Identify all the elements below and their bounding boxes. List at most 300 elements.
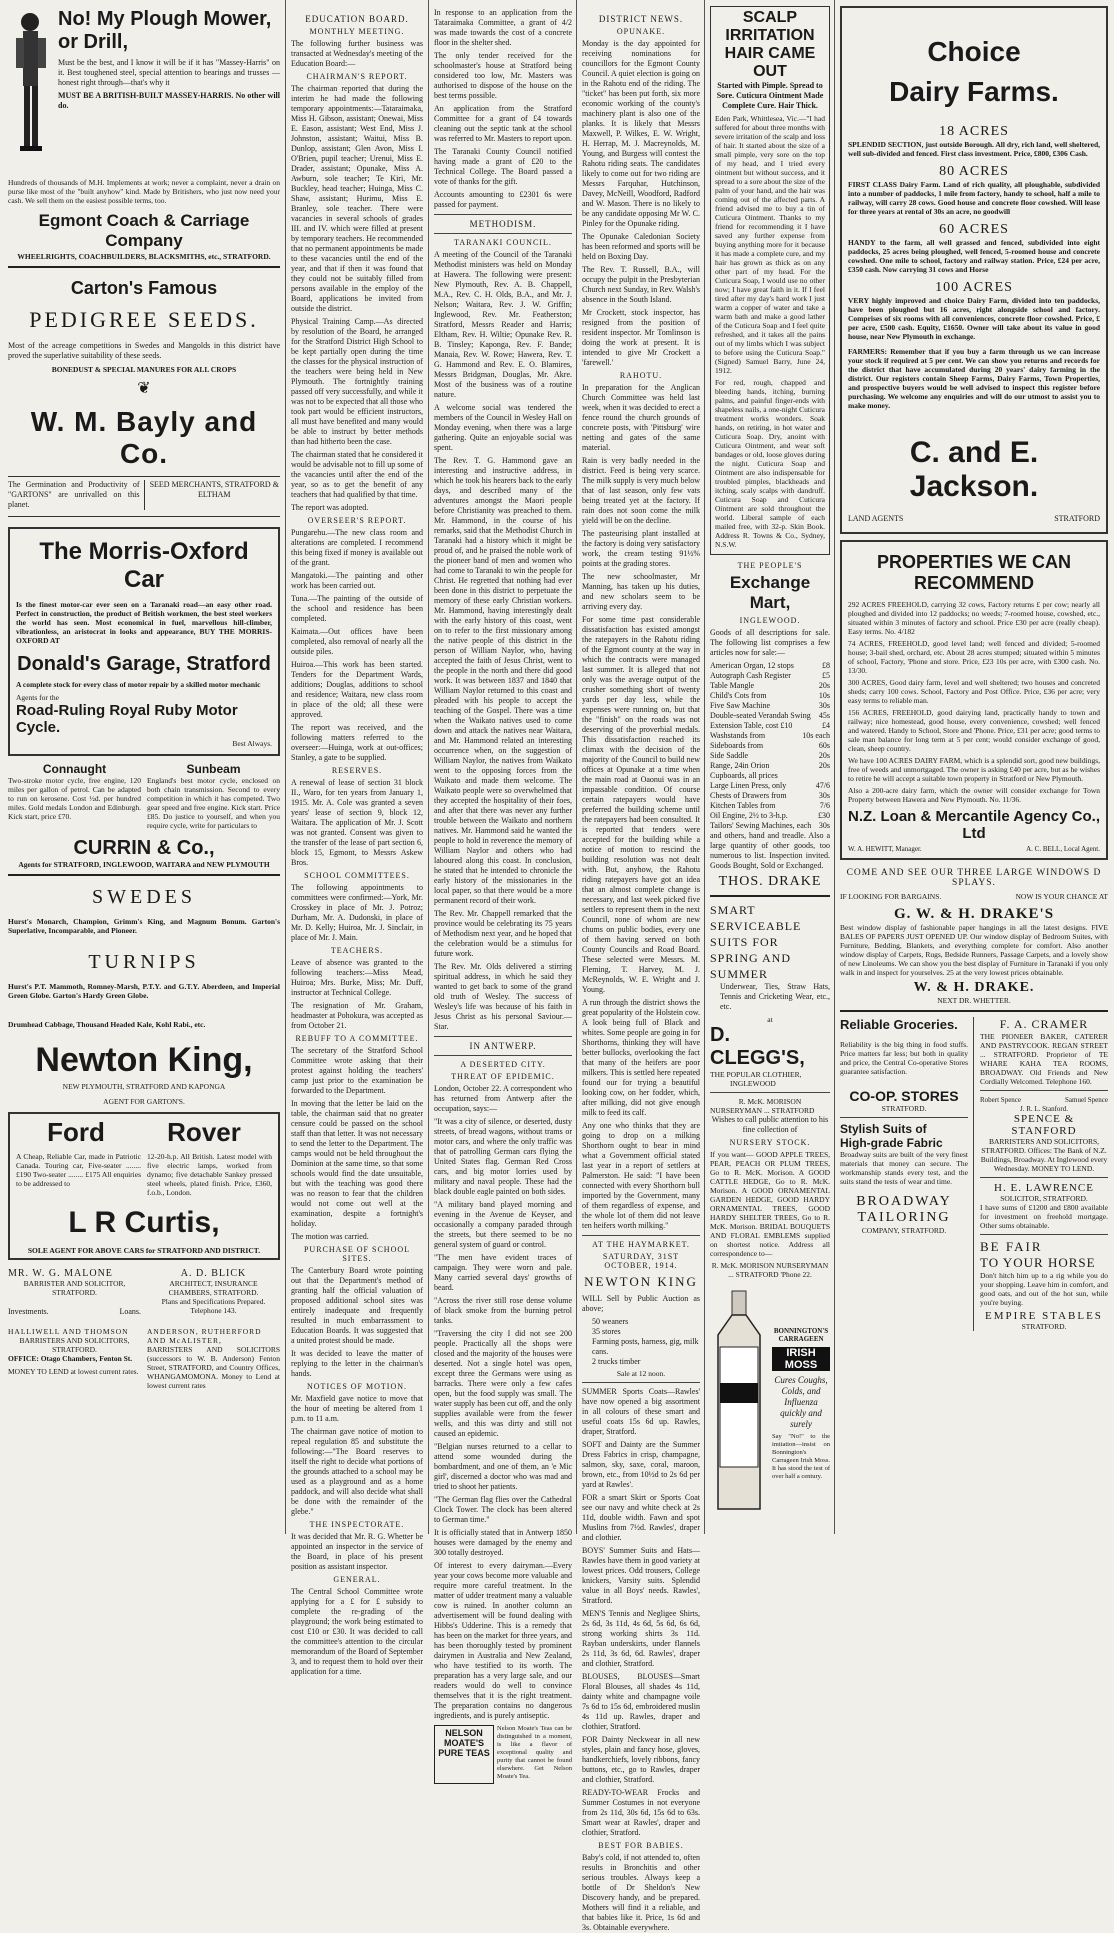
goods-price: 20s [818,681,830,690]
spence-mid: J. R. L. Stanford. [1019,1105,1069,1113]
goods-row [710,721,830,731]
goods-price: £4 [822,721,830,730]
rawles-ad: BOYS' Summer Suits and Hats—Rawles have them in good variety at lowest prices. Odd trousers, College knickers, Varsity suits. Splendid value in all Boys' needs. Rawles', Stratford. [582,1546,700,1605]
goods-item: Five Saw Machine [710,701,770,710]
goods-price: 45s [818,711,830,720]
column-education-board [291,0,423,1676]
acres-60: 60 ACRES [939,222,1009,237]
plough-must: MUST BE A BRITISH-BUILT MASSEY-HARRIS. No other will do. [58,91,280,110]
clegg-town: INGLEWOOD [730,1079,776,1088]
rawles-ad: SUMMER Sports Coats—Rawles' have now opened a big assortment in all colours of these smart and useful coats 15s 6d up. Rawles, draper, Stratford. [582,1387,700,1436]
goods-row [710,821,830,831]
cramer-text: THE PIONEER BAKER, CATERER AND PASTRYCOOK. REGAN STREET ... STRATFORD. Proprietor of TE WHARE KAHA TEA ROOMS, BROADWAY. Old Friends and New Cordially Welcomed. Telephone 160. [980,1032,1108,1086]
carrageen-ad [710,1287,830,1517]
blick-text: Plans and Specifications Prepared. Telephone 143. [161,1297,266,1315]
scalp-text-2: For red, rough, chapped and bleeding hands, itching, burning palms, and painful finger-ends with shapeless nails, a one-night Cuticura treatment works wonders. Soak hands, on retiring, in hot water and Cuticura Soap. Dry, anoint with Cuticura Ointment, and wear soft bandages or old, loose gloves during the night. Cuticura Soap and Ointment are also indispensable for troubled pimples, blackheads and itching, scaly scalps with dandruff. Cuticura Soap and Cuticura Ointment are sold throughout the world. Liberal sample of each mailed free, with 32-p. Skin Book. Address R. Towns & Co., Sydney, N.S.W. [715,378,825,549]
connaught-text: Two-stroke motor cycle, free engine, 120 miles per gallon of petrol. Can be adapted to run on kerosene. Cost ½d. per hundred miles. Gold medals London and Edinburgh. Kick start, price £70. [8,776,141,821]
clegg-title: D. CLEGG'S, [710,1024,805,1069]
egmont-title: Egmont Coach & Carriage Company [38,211,250,250]
paragraph: "Belgian nurses returned to a cellar to attend some wounded during the bombardment, and one of them, an 'e Mic girl', discerned a doctor who was mad and tried to shoot her patients. [434,1442,572,1491]
paragraph: An application from the Stratford Committee for a grant of £4 towards cleaning out the septic tank at the school was referred to Mr. Masters to report upon. [434,104,572,143]
paragraph: Of interest to every dairyman.—Every year your cows become more valuable and require more careful treatment. In the matter of udder treatment many a valuable cow is ruined. In another column an advertisement will be found dealing with Hibbs's Udderine. This is a remedy that has been on the market for three years, and has been thoroughly tested by prominent dairymen in Australia and New Zealand, who have testified to its worth. The preparation has a very large sale, and our readers would do well to convince themselves that it is the right treatment. The preparation contains no dangerous ingredients, and is purely antiseptic. [434,1561,572,1720]
befair-1: BE FAIR [980,1239,1043,1254]
goods-item: Tailors' Sewing Machines, each [710,821,812,830]
rover-title: Rover [167,1117,241,1147]
acres-18-text: SPLENDID SECTION, just outside Borough. All dry, rich land, well sheltered, well sub-divided and fenced. First class investment. Price, £800, £306 Cash. [848,140,1100,158]
broadway-3: COMPANY, STRATFORD. [861,1226,947,1235]
paragraph: The resignation of Mr. Graham, headmaster at Pohokura, was accepted as from October 21. [291,1001,423,1030]
carrageen-note: Say "No!" to the imitation—insist on Bonnington's Carrageen Irish Moss. It has stood the test of over half a century. [772,1433,830,1480]
clegg-sub: THE POPULAR CLOTHIER, [710,1070,802,1079]
paragraph: In preparation for the Anglican Church Committee was held last week, when it was decided to erect a fence round the church grounds of concrete posts, with 'Pittsburg' wire netting and gates of the same material. [582,383,700,452]
education-board-heading: EDUCATION BOARD. [305,14,409,24]
carrageen-brand: BONNINGTON'S CARRAGEEN [773,1327,829,1343]
paragraph: Monday is the day appointed for receiving nominations for councillors for the Egmont County Council. A quiet election is going on in the Rahotu end of the riding. The "ticket" has been put forth, six more economic working of the county's machinery plant is also one of the planks. It is likely that Messrs Maxwell, P. Wilkes, E. W. Wright, H. Herrap, M. J. Macreynolds, M. Young, and Burgess will contest the Rahotu riding seats. The candidates likely to come out for two riding are Messrs Farquhar, Hutchinson, Davey, McNeill, Woodford, Radford and W. Mason. There is no likely to be any candidate opposing Mr W. C. Pinley for the Opunake riding. [582,39,700,228]
goods-item: Large Linen Press, only [710,781,787,790]
goods-price: 10s each [802,731,830,740]
paragraph: The Taranaki County Council notified having made a grant of £20 to the Technical College. The Board passed a vote of thanks for the gift. [434,147,572,186]
goods-price: 30s [818,701,830,710]
empire-town: STRATFORD. [1021,1322,1067,1331]
halliwell-office: OFFICE: Otago Chambers, Fenton St. [8,1354,133,1363]
acres-80-text: FIRST CLASS Dairy Farm. Land of rich quality, all ploughable, subdivided into a number of paddocks, 1 mile from factory, handy to school, half a mile to railway, will carry 28 cows. Good house and concrete floor cowshed. Will lease for three years at rental of 30s an acre, no goodwill [848,180,1100,216]
anderson-title: ANDERSON, RUTHERFORD AND McALISTER, [147,1327,262,1345]
goods-item: Sideboards from [710,741,764,750]
property: 292 ACRES FREEHOLD, carrying 32 cows, Factory returns £ per cow; nearly all ploughed and divided into 12 paddocks; no weeds; 7-roomed house, cowshed, etc., situated within 3 minutes of factory and school. Price £30 per acre (really cheap). Easy terms. No. 4/182 [848,600,1100,636]
cramer-title: F. A. CRAMER [999,1017,1089,1031]
paragraph: For some time past considerable dissatisfaction has existed amongst the ratepayers in the Rahotu riding of the Egmont county at the way in which the contracts were managed last summer. It is alleged that not only was the average output of the crusher something short of twenty yards per day less, while the expenses were running on, but that the "finish" on the roads was not deserving of the proverbial medals. This dissatisfaction reached its climax with the decision of the majority of the Council to build new offices at Opunake at a time when the main road at Oaonui was in an impassable condition. Of course certain ratepayers would have preferred the building scheme until the ratepayers had been consulted. It is reported that tenders were accepted for the building while a notice of motion to rescind the building resolution was not dealt with. But, anyhow, the Rahotu riding ratepayers have got an idea that an almost complete change is necessary, and last week picked five settlers to represent them in the next Council, none of whom are new chums on public bodies, every one of them having served on both County Councils and Road Board. These selected were Messrs. M. Fleming, T. Harvey, M. J. McReynolds, W. E. Wright and J. Young. [582,615,700,994]
jackson-town: STRATFORD [1054,514,1100,523]
subhead: SCHOOL COMMITTEES. [304,871,410,880]
scalp-sub: Started with Pimple. Spread to Sore. Cuticura Ointment Made Complete Cure. Hair Thick. [716,81,824,110]
hay-time: Sale at 12 noon. [616,1369,666,1378]
paragraph: The following further business was transacted at Wednesday's meeting of the Education Board:— [291,39,423,68]
ford-text: A Cheap, Reliable Car, made in Patriotic Canada. Touring car, Five-seater ........ £190 Two-seater ........ £175 All enquiries to be addressed to [16,1152,141,1188]
goods-item: Washstands from [710,731,766,740]
acres-100-text: VERY highly improved and choice Dairy Farm, divided into ten paddocks, have been ploughed but 16 acres, right alongside school and factory. Comprises of six rooms with all conveniences, concrete floor cowshed. Price, £ per acre, £500 cash. Equity, £1650. Owner will take about its value in good house, near New Plymouth in exchange. [848,296,1100,341]
goods-price: 7/6 [819,801,830,810]
paragraph: The Rev. Mr. Chappell remarked that the province would be celebrating its 75 years of Methodism next year, and he hoped that the celebration would be a stimulus for future work. [434,909,572,958]
property: 300 ACRES, Good dairy farm, level and well sheltered; two houses and concreted sheds; carry 100 cows. School, Factory and Post Office. Price, £36 per acre; very easy terms to reliable man. [848,678,1100,705]
turnips-title: TURNIPS [88,951,200,973]
royal-ruby: Road-Ruling Royal Ruby Motor Cycle. [16,702,238,736]
bayly-left: The Germination and Productivity of "GARTONS" are unrivalled on this planet. [8,480,145,510]
subhead: THREAT OF EPIDEMIC. [451,1072,555,1081]
choice-title: Choice [927,36,1021,67]
lawrence-title: H. E. LAWRENCE [994,1182,1094,1194]
serviceable: SERVICEABLE [710,919,802,933]
paragraph: A welcome social was tendered the members of the Council in Wesley Hall on Monday evening, when there was a large gathering. Quite an enjoyable social was spent. [434,403,572,452]
nz-manager: W. A. HEWITT, Manager. [848,845,922,853]
subhead: RESERVES. [331,766,383,775]
jackson-title: C. and E. Jackson. [909,436,1039,503]
choice-dairy-ad [840,6,1108,534]
goods-row [710,811,830,821]
rawles-ad: FOR Dainty Neckwear in all new styles, plain and fancy hose, gloves, handkerchiefs, lovely ribbons, fancy buttons, etc., go to Rawles, draper and clothier, Stratford. [582,1735,700,1784]
morris-title: The Morris-Oxford Car [39,538,249,593]
ford-rover-ad [8,1112,280,1260]
spence-title: SPENCE & STANFORD [1011,1113,1077,1137]
farmer-illustration [8,8,54,178]
paragraph: It was decided to leave the matter of replying to the letter in the chairman's hands. [291,1349,423,1378]
smart: SMART [710,903,756,917]
paragraph: It was decided that Mr. R. G. Whetter be appointed an inspector in the service of the Board, in place of his present position as assistant inspector. [291,1532,423,1571]
rawles-ad: READY-TO-WEAR Frocks and Summer Costumes in not everyone from 2s 11d, 30s 6d, 15s 6d to 63s. Smart wear at Rawles', draper and clothier, Stratford. [582,1788,700,1837]
goods-item: Child's Cots from [710,691,767,700]
donald-text: A complete stock for every class of motor repair by a skilled motor mechanic [16,680,261,689]
gwh-drake: G. W. & H. DRAKE'S [893,906,1055,922]
goods-price: 47/6 [815,781,830,790]
column-ads-middle [710,0,830,1534]
rawles-ad: BLOUSES, BLOUSES—Smart Floral Blouses, all shades 4s 11d, dainty white and champagne voile 7s 6d to 15s 6d, embroidered muslin 4s 11d up. Rawles, draper and clothier, Stratford. [582,1672,700,1731]
nz-loan-title: N.Z. Loan & Mercantile Agency Co., Ltd [848,808,1100,842]
subhead: THE INSPECTORATE. [309,1520,405,1529]
subhead: TARANAKI COUNCIL. [454,238,552,247]
paragraph: A run through the district shows the great popularity of the Holstein cow. A look being full of Black and whites. Some people are going in for Shorthorns, thinking they will have better bullocks, overlooking the fact that many of the heifers are poor milkers. This is settled here repeated found our for trying a beautiful looking cow, on her fodder, which, after milking, did not give enough milk to feed its calf. [582,998,700,1117]
column-rule [704,0,705,1534]
goods-price: 60s [818,741,830,750]
sunbeam-title: Sunbeam [186,762,241,776]
halliwell-sub: BARRISTERS AND SOLICITORS, STRATFORD. [19,1336,130,1354]
bonedust: BONEDUST & SPECIAL MANURES FOR ALL CROPS [51,365,237,374]
rawles-ad: SOFT and Dainty are the Summer Dress Fabrics in crisp, champagne, salmon, sky, saxe, coral, maroon, brown, etc., from 10½d to 2s 6d per yard at Rawles'. [582,1440,700,1489]
subhead: OPUNAKE. [616,27,666,36]
subhead: OVERSEER'S REPORT. [307,516,407,525]
malone-title: MR. W. G. MALONE [8,1268,113,1279]
paragraph: Baby's cold, if not attended to, often results in Bronchitis and other serious troubles. Always keep a bottle of Dr Sheldon's New Discovery handy, and be prepared. Mothers will find it a reliable, and that babies like it. Price, 1s 6d and 3s. Obtainable everywhere. [582,1853,700,1932]
haymarket-heading: AT THE HAYMARKET. [592,1240,690,1249]
newton-king-auction: NEWTON KING [584,1274,698,1289]
goods-row [710,771,830,781]
goods-row [710,681,830,691]
paragraph: "Traversing the city I did not see 200 people. Practically all the shops were closed and the majority of the houses were deserted. Not a single hotel was open, except three the Germans were using as barracks. There were only a few cafes open, but the food supply was small. The water supply has been cut off, and the only supplies available were from the fewer wells, and this was dirty and still not caused an epidemic. [434,1329,572,1438]
properties-title: PROPERTIES WE CAN RECOMMEND [876,552,1072,593]
nz-agent: A. C. BELL, Local Agent. [1026,845,1100,853]
drumhead: Drumhead Cabbage, Thousand Headed Kale, Kohl Rabi., etc. [8,1020,206,1029]
inglewood: INGLEWOOD. [739,616,801,625]
nelson-box: NELSON MOATE'S PURE TEAS [434,1725,494,1784]
clegg-list: Underwear, Ties, Straw Hats, Tennis and Cricketing Wear, etc., etc. [720,982,830,1011]
rawles-ad: MEN'S Tennis and Negligee Shirts, 2s 6d, 3s 11d, 4s 6d, 5s 6d, 6s 6d, strong working shirts 3s 11d. Rayban underskirts, under flannels 2s 11d, 3s 6d, 6d. Rawles', draper and clothier, Stratford. [582,1609,700,1668]
plough-footer: Hundreds of thousands of M.H. Implements at work; never a complaint, never a drain on purse like most of the "built anyhow" kind. Made by Britishers, who just now need your cash. We sell them on the easiest possible terms, too. [8,178,280,205]
goods-row [710,711,830,721]
best-always: Best Always. [232,739,272,748]
acres-60-text: HANDY to the farm, all well grassed and fenced, subdivided into eight paddocks, 25 acres being ploughed, well fenced, 5-roomed house and concrete cowshed. One mile to school, factory and railway station. Price, £24 per acre, £350 cash. Now carrying 31 cows and Horse [848,238,1100,274]
paragraph: The report was received, and the following matters referred to the overseer:—Huinga, work at out-offices; Stanley, a gate to be supplied. [291,723,423,762]
paragraph: "Across the river still rose dense volume of black smoke from the burning petrol tanks. [434,1296,572,1325]
paragraph: Mr Crockett, stock inspector, has resigned from the position of resident inspector. Mr Tomlinson is doing the work at present. It is intended to give Mr Crockett a 'farewell.' [582,308,700,367]
goods-price: 10s [818,691,830,700]
goods-item: Table Mangle [710,681,755,690]
subhead: PURCHASE OF SCHOOL SITES. [303,1245,411,1263]
paragraph: London, October 22. A correspondent who has returned from Antwerp after the occupation, says:— [434,1084,572,1113]
column-rule [576,0,577,1534]
paragraph: In moving that the letter be laid on the table, the chairman said that no greater censure could be passed on the school staff than that letter. It was not necessary to send the letter to the Department. The camps would not be held throughout the Dominion at the same time, so that some schools would find the date unsuitable, but with the teaching was good there was no reason to fear that the children would not come out well at the examination, despite a fortnight's holiday. [291,1099,423,1228]
paragraph: The Central School Committee wrote applying for a £ for £ subsidy to complete the re-grading of the playground; the work being estimated to cost £10 or £30. It was decided to call the committee's attention to the circular memorandum of the Board of September 3, and to request them to hold over their application for a time. [291,1587,423,1676]
babies-heading: BEST FOR BABIES. [598,1841,684,1850]
acres-18: 18 ACRES [939,124,1009,139]
connaught-title: Connaught [42,762,107,776]
paragraph: WILL Sell by Public Auction as above; [582,1294,700,1313]
column-rule [428,0,429,1534]
goods-price: £5 [822,671,830,680]
paragraph: A meeting of the Council of the Taranaki Methodist ministers was held on Monday at Hawera. The following were present: New Plymouth, Rev. A. B. Chappell, M.A., Rev. C. H. Olds, B.A., and Mr. J. Nelson; Waitara, Rev. J. W. Griffin; Inglewood, Rev. Mr. Featherston; Stratford, Messrs Reader and Harris; Eltham, Rev. H. Wiltie; Opunake Rev. R. B. Tinsley; Kaponga, Rev. F. Bande; Manaia, Rev. W. Rowe; Hawera, Rev. T. G. Hammond and Rev. E. O. Blamires, Messrs Bridgman, Douglas, Mr. Akre. Most of the business was of a routine nature. [434,250,572,399]
paragraph: "A military band played morning and evening in the Avenue de Keyser, and occasionally a company paraded through the streets, but there seemed to be no general system of guard or control. [434,1200,572,1249]
plough-ad [8,8,280,178]
lawrence-sub: SOLICITOR, STRATFORD. [1000,1194,1088,1203]
column-district-news [582,0,700,1932]
spring-and: SPRING AND [710,951,792,965]
sunbeam-text: England's best motor cycle, enclosed on both chain transmission. Second to every competition in which it has competed. Two gear speed and free engine. Kick start. Price £85. Do justice to yourself, and when you require cycle, write for particulars to [147,776,280,830]
acres-100: 100 ACRES [935,280,1013,295]
reliable-title: Reliable Groceries. [840,1017,958,1032]
nelson-moate-ad [434,1725,572,1784]
paragraph: The following appointments to committees were confirmed:—York, Mr. Crosskey in place of Mr. J. Potroz; Durham, Mr. A. Dudonski, in place of Mr. D. Kelly; Huiroa, Mr. J. Sinclair, in place of Mr. J. Main. [291,883,423,942]
paragraph: The Rev. T. Russell, B.A., will occupy the pulpit in the Presbyterian Church next Sunday, in Rev. Walsh's absence in the South Island. [582,265,700,304]
reliable-text: Reliability is the big thing in food stuffs. Price matters far less; but both in quality and price, the Central Co-operative Stores guarantee satisfaction. [840,1040,968,1076]
donald-title: Donald's Garage, Stratford [17,653,271,675]
peoples-heading: THE PEOPLE'S [737,561,803,570]
bayly-right: SEED MERCHANTS, STRATFORD & ELTHAM [149,480,279,499]
hay-item: 35 stores [592,1327,621,1336]
stylish-text: Broadway suits are built of the very finest materials that money can secure. The workmanship stands every test, and the suits stand the tests of wear and time. [840,1150,968,1186]
wh-drake: W. & H. DRAKE. [913,980,1035,995]
subhead: CHAIRMAN'S REPORT. [306,72,408,81]
hay-item: Farming posts, harness, gig, milk cans. [592,1337,699,1356]
jackson-sub: LAND AGENTS [848,514,904,523]
goods-item: Autograph Cash Register [710,671,791,680]
nelson-text: Nelson Moate's Teas can be distinguished in a moment, is like a flavor of exceptional quality and purity that cannot be found elsewhere. Get Nelson Moate's Tea. [497,1725,572,1780]
column-land-agents [840,0,1108,1534]
goods-row [710,671,830,681]
goods-item: Cupboards, all prices [710,771,778,780]
paragraph: "The German flag flies over the Cathedral Clock Tower. The clock has been altered to German time." [434,1495,572,1524]
paragraph: Any one who thinks that they are going to drop on a milking Shorthorn ought to bear in mind what a Government official stated last year in a report of settlers at Palmerston. He said: "I have been connected with every Shorthorn bull imported by the Government, many of them regardless of expense, and the whole lot of them did not leave ten heifers worth milking." [582,1121,700,1230]
goods-price: £8 [822,661,830,670]
paragraph: The chairman gave notice of motion to repeal regulation 85 and substitute the following:—"The Board reserves to itself the right to decide what portions of the grounds attached to a school may be used as a playground and as a home paddock, and will also decide what shall be done with the remainder of the glebe." [291,1427,423,1516]
goods-row [710,741,830,751]
currin-title: CURRIN & Co., [73,837,215,859]
morison-stock: NURSERY STOCK. [729,1138,811,1147]
paragraph: Leave of absence was granted to the following teachers:—Miss Mead, Huiroa; Mrs. Burke, Miss; Mr. Duff, instructor at Technical College. [291,958,423,997]
windows-heading: COME AND SEE OUR THREE LARGE WINDOWS D SPLAYS. [846,868,1102,888]
currin-sub: Agents for STRATFORD, INGLEWOOD, WAITARA and NEW PLYMOUTH [18,860,270,869]
column-rule [285,0,286,1534]
agents-for: Agents for the [16,693,59,702]
paragraph: Rain is very badly needed in the district. Feed is being very scarce. The milk supply is very much below that of last season, only few vats being treated yet at the factory. If rain does not soon come the milk yield will be on the decline. [582,456,700,525]
bottle-illustration [710,1287,768,1517]
morris-ad [8,527,280,756]
goods-row [710,761,830,771]
bayly-title: W. M. Bayly and Co. [30,406,258,469]
spence-left: Robert Spence [980,1096,1022,1104]
plough-headline: No! My Plough Mower, [58,8,272,30]
suits-for: SUITS FOR [710,935,779,949]
clegg-ad [710,902,830,982]
subhead: TEACHERS. [330,946,384,955]
paragraph: Mr. Maxfield gave notice to move that the hour of meeting be altered from 1 p.m. to 11 a.m. [291,1394,423,1423]
goods-price: 20s [818,751,830,760]
rawles-ad: FOR a smart Skirt or Sports Coat see our navy and white check at 2s 11d, double width. Fawn and spot Muslins from 7½d. Rawles', draper and clothier. [582,1493,700,1542]
egmont-sub: WHEELRIGHTS, COACHBUILDERS, BLACKSMITHS, etc., STRATFORD. [17,252,271,261]
carrageen-text: Cures Coughs, Colds, and Influenza quickly and surely [774,1375,828,1429]
paragraph: Tuna.—The painting of the outside of the school and residence has been completed. [291,594,423,623]
paragraph: The Canterbury Board wrote pointing out that the Department's method of granting half the official valuation of proposed additional school sites was entirely inadequate and frequently resulted in much embarrassment to Education Boards. It was suggested that a united protest should be made. [291,1266,423,1345]
solicitor-cards [8,1327,280,1393]
property: We have 100 ACRES DAIRY FARM, which is a splendid sort, good new buildings, free of weeds and unmortgaged. The owner is asking £40 per acre, but as he wishes to retire he will accept a suitable town property in Stratford or New Plymouth. [848,756,1100,783]
coop-town: STRATFORD. [881,1104,927,1113]
hay-item: 50 weaners [592,1317,629,1326]
lawrence-text: I have sums of £1200 and £800 available for investment on freehold mortgage. Other sums obtainable. [980,1203,1108,1230]
acres-80: 80 ACRES [939,164,1009,179]
methodism-heading: METHODISM. [469,219,537,229]
paragraph: Mangatoki.—The painting and other work has been carried out. [291,571,423,590]
spence-right: Samuel Spence [1065,1096,1108,1104]
goods-row [710,731,830,741]
clegg-at: at [767,1015,773,1024]
paragraph: The chairman reported that during the interim he had made the following temporary appointments:—Tataraimaka, Miss H. Gibson, assistant; Onewai, Miss E. Eason, assistant; West End, Miss J. Johnston, assistant; Waitui, Miss B. Dunlop, assistant; Glen Avon, Miss I. O'Brien, pupil teacher; Urenui, Miss E. Drader, assistant; Opunake, Miss A. Awburn, sole teacher; Te Kiri, Mr. Buckley, head teacher; Huinga, Miss C. Shaw, assistant; Hurimu, Miss E. Branley, sole teacher. There were vacancies in several schools of grades III. and IV. which were filled at present by temporary teachers. He recommended that no permanent appointments be made to these vacancies until the end of the year, and that if then it was found that they could not be suitably filled from persons available in the employ of the Board, applications be invited from outside the district. [291,84,423,313]
goods-item: Side Saddle [710,751,748,760]
ford-title: Ford [47,1117,105,1147]
cartons-title: Carton's Famous [70,278,218,298]
goods-item: Kitchen Tables from [710,801,776,810]
goods-row [710,801,830,811]
paragraph: The chairman stated that he considered it would be advisable not to fill up some of the vacancies until after the end of the year, so as to get the benefit of any teachers that had qualified by that time. [291,450,423,499]
paragraph: The report was adopted. [291,503,369,512]
goods-item: American Organ, 12 stops [710,661,794,670]
subhead: GENERAL. [333,1575,381,1584]
morison-title: R. McK. MORISON [738,1097,802,1106]
pedigree-text: Most of the acreage competitions in Swedes and Mangolds in this district have proved the superlative suitability of these seeds. [8,341,280,360]
goods-row [710,701,830,711]
district-news-heading: DISTRICT NEWS. [598,14,684,24]
next-whetter: NEXT DR. WHETTER. [937,996,1011,1005]
farmers-note: FARMERS: Remember that if you buy a farm through us we can increase your stock if required at 5 per cent. We can show you returns and records for the district that have accumulated during 20 years' dairy farming in the district. Our registers contain Sheep Farms, Dairy Farms, Town Properties, and prospective buyers would be well advised to inspect this register before purchasing. We welcome any enquiries and will do our utmost to assist you to make money. [848,347,1100,410]
carrageen-moss: IRISH MOSS [772,1347,830,1371]
pedigree-title: PEDIGREE SEEDS. [29,307,259,332]
paragraph: The Rev. Mr. Olds delivered a stirring spiritual address, in which he said they wanted to get back to some of the grand old truth of Wesley. The success of Wesley's life was because of his faith in Jesus Christ as his personal Saviour.—Star. [434,962,572,1031]
morison-sub: NURSERYMAN ... STRATFORD [710,1106,815,1115]
bayly-details [8,476,280,517]
swedes-title: SWEDES [92,886,196,908]
malone-sub: BARRISTER AND SOLICITOR, STRATFORD. [23,1279,126,1297]
subhead: A DESERTED CITY. [460,1060,546,1069]
malone-investments: Investments. [8,1307,49,1316]
hay-item: 2 trucks timber [592,1357,641,1366]
malone-loans: Loans. [119,1307,141,1316]
drake-title: THOS. DRAKE [718,874,822,889]
broadway-2: TAILORING [857,1210,951,1225]
anderson-text: BARRISTERS AND SOLICITORS (successors to W. B. Anderson) Fenton Street, STRATFORD, and Country Offices, WHANGAMOMONA. Money to Lend at lowest current rates [147,1345,280,1390]
ornament-icon: ❦ [137,380,151,397]
goods-item: Double-seated Verandah Swing [710,711,811,720]
paragraph: It is officially stated that in Antwerp 1850 houses were damaged by the enemy and 300 totally destroyed. [434,1528,572,1557]
paragraph: The Opunake Caledonian Society has been reformed and sports will be held on Boxing Day. [582,232,700,261]
paragraph: "It was a city of silence, or deserted, dusty streets, of bread wagons, without trams or motor cars, and where the only traffic was that of patrolling German cars flying the United States flag. German Red Cross cars, and big motor lorries used by military and naval people. These had the black double eagle painted on both sides. [434,1117,572,1196]
goods-item: Extension Table, cost £10 [710,721,793,730]
blick-title: A. D. BLICK [180,1268,247,1279]
column-rule [834,0,835,1534]
paragraph: Physical Training Camp.—As directed by resolution of the Board, he arranged for the Stratford District High School to be kept partially open during the time the classes for the physical instruction of the teachers were being held in New Plymouth. The fortnightly training passed off very successfully, and while it was not to be expected that all those who took part would be efficient instructors, all must have benefited and many would be able to instruct by better methods than had hitherto been the case. [291,317,423,446]
paragraph: Kaimata.—Out offices have been completed, also removal of nearly all the outside piles. [291,627,423,656]
scalp-headline: SCALP IRRITATION [725,9,815,44]
paragraph: Huiroa.—This work has been started. Tenders for the Department Wards, additions; Douglas, additions to school and residence; Waitara, new class room in place of the old; all these were approved. [291,660,423,719]
newton-sub: NEW PLYMOUTH, STRATFORD AND KAPONGA [62,1082,226,1091]
broadway-1: BROADWAY [856,1194,952,1209]
summer: SUMMER [710,967,769,981]
halliwell-title: HALLIWELL AND THOMSON [8,1327,129,1336]
newton-title: Newton King, [35,1041,253,1079]
goods-item: Range, 24in Orion [710,761,770,770]
scalp-text: Eden Park, Whittlesea, Vic.—"I had suffered for about three months with severe irritation of the scalp and loss of hair. It started about the size of a small pimple, very sore on the top of my head, and I tried every ointment but without success, and it spread to a sore about the size of the palm of your hand, and the hair was coming out of the affected parts. A friend advised me to buy a tin of Cuticura Ointment. Thanks to my friend for recommending it I have saved any further expense from buying anything more for it because it has made a complete cure, and my hair has grown as thick as on any other part of my head. For the Cuticura Soap, I would use no other now; I have great faith in it. If I feel tired after my day's hard work I just warm a copper of water and take a warm bath and make a good lather of the Cuticura Soap and I feel quite refreshed, and it takes all the pains out of my limbs which I was subject to before using the Cuticura Soap." (Signed) Samuel Barry, June 24, 1912. [715,114,825,375]
plough-headline-2: or Drill, [58,31,129,53]
goods-item: Chests of Drawers from [710,791,787,800]
subhead: RAHOTU. [619,371,663,380]
paragraph: Accounts amounting to £2301 6s were passed for payment. [434,190,572,209]
newton-agent: AGENT FOR GARTON'S. [103,1097,185,1106]
bargains-right: NOW IS YOUR CHANCE AT [1015,892,1108,901]
morison-text: Wishes to call public attention to his fine collection of [711,1115,829,1134]
morison-text-2: If you want— GOOD APPLE TREES, PEAR, PEACH OR PLUM TREES, Go to R. McK. Morison. A GOOD CATTLE HEDGE, Go to R. McK. Morison. A GOOD ORNAMENTAL GARDEN HEDGE, GOOD HARDY ORNAMENTAL TREES, GOOD HARDY SHELTER TREES, Go to R. McK. Morison. BRIDAL BOUQUETS AND FLORAL EMBLEMS supplied on shortest notice. Address all correspondence to— [710,1150,830,1258]
goods-item: Oil Engine, 2½ to 3-h.p. [710,811,788,820]
property: 74 ACRES, FREEHOLD, good level land; well fenced and divided; 5-roomed house; 3-bail shed, orchard, etc. About 28 acres stumped; situated within 5 minutes of school, Factory, 'Phone and store. Price, £23 10s per acre, with £300 cash. No. 13/30. [848,639,1100,675]
swedes-text: Hurst's Monarch, Champion, Grimm's King, and Magnum Bonum. Garton's Superlative, Incomparable, and Pioneer. [8,917,280,935]
befair-2: TO YOUR HORSE [980,1255,1096,1270]
halliwell-money: MONEY TO LEND at lowest current rates. [8,1367,139,1376]
coop-title: CO-OP. STORES [849,1088,959,1104]
paragraph: In response to an application from the Tataraimaka Committee, a grant of 4/2 was made towards the cost of a concrete floor in the shelter shed. [434,8,572,47]
bargains-left: IF LOOKING FOR BARGAINS. [840,892,942,901]
goods-price: £30 [818,811,830,820]
paragraph: A renewal of lease of section 31 block II., Waro, for ten years from January 1, 1915. Mr. A. Cole was granted a seven years' lease of section 9, block 12, Waitara. The application of Mr. J. Scott was not granted. Consent was given to the transfer of the lease of part section 6, block 15, Egmont, to Messrs Askew Bros. [291,778,423,867]
drake-text: Best window display of fashionable paper hangings in all the latest designs. FIVE BALES OF PAPERS JUST OPENED UP. Our window display of Bedroom Suites, with Furniture, Bedding, Blankets, and everything complete for comfort. Also another window display of Carpets, Rugs, Bedside Runners, Passage Carpets, and a lovely show of new Linoleums. We can show you the best display of Furniture in Taranaki if you only walk in and inspect for yourselves. 25 at the very lowest prices obtainable. [840,923,1108,977]
paragraph: The pasteurising plant installed at the factory is doing very satisfactory work, the cream testing 91½% points at the grading stores. [582,529,700,568]
dairy-title: Dairy Farms. [889,76,1059,107]
exchange-title: Exchange Mart, [729,573,811,612]
goods-row [710,661,830,671]
curtis-title: L R Curtis, [68,1206,220,1239]
subhead: MONTHLY MEETING. [309,27,405,36]
column-advertisements-left [8,0,280,1534]
bottom-ads [840,1017,1108,1331]
goods-row [710,791,830,801]
goods-price: 30s [818,821,830,830]
empire-title: EMPIRE STABLES [985,1310,1103,1322]
paragraph: The only tender received for the schoolmaster's house at Stratford being considered too low, Mr. Masters was authorised to dispose of the house on the best terms possible. [434,51,572,100]
turnips-text: Hurst's P.T. Mammoth, Romney-Marsh, P.T.Y. and G.T.Y. Aberdeen, and Imperial Green Globe. Garton's Hardy Green Globe. [8,982,280,1000]
goods-price: 20s [818,761,830,770]
motorcycle-ads [8,762,280,833]
paragraph: The Rev. T. G. Hammond gave an interesting and instructive address, in which he took his hearers back to the early days, and described many of the adventures amongst the Maori people before Christianity was preached to them. Mr. Hammond, in the course of his remarks, said that the Methodist Church in Taranaki had a history which it might be proud of, and he praised the noble work of the pioneer band of men and women who had come to Taranaki to win the people for Christ. He regretted that nothing had ever been done in this district to perpetuate the memory of these early Christian workers. Mr. Hammond, having interestingly dealt with the early history of this coast, went on to refer to the first missionary among the native people of this district in the person of William Naylor, who, having accepted the faith of Jesus Christ, went to the people in the north and there did good work. It was between 1837 and 1840 that William Naylor returned to this coast and pleaded with his people to accept the teaching of the Gospel. There was a time when the Waikato natives used to come down and attack the natives near Waitara, and Mr. Hammond related an interesting occurrence when, on the suggestion of William Naylor, the natives from Waikato went to the opposing forces from the Waikato and made them welcome. The Waikato people were so overwhelmed that they accepted the hospitality of their foes, and after that there was never any further trouble between the Waikato and northern natives. Mr. Hammond said he wanted the people to hold in reverence the memory of William Naylor and others who had laboured along this coast. In conclusion, he stated that he intended to chronicle the early history of the missionaries in the local paper, so that there would be a more permanent record of their work. [434,456,572,905]
plough-text: Must be the best, and I know it will be if it has "Massey-Harris" on it. Best toughened steel, special attention to bearings and trusses — honest right through—that's why it [58,58,280,87]
nz-loan-ad [840,540,1108,860]
scalp-ad [710,6,830,555]
antwerp-heading: IN ANTWERP. [469,1041,537,1051]
goods-price: 30s [818,791,830,800]
haymarket-date: SATURDAY, 31ST OCTOBER, 1914. [602,1252,680,1270]
subhead: REBUFF TO A COMMITTEE. [295,1034,419,1043]
goods-row [710,781,830,791]
paragraph: "The men have evident traces of campaign. They were worn and pale. Many carried several days' growths of beard. [434,1253,572,1292]
rover-text: 12-20-h.p. All British. Latest model with five electric lamps, worked from dynamo; five detachable Sankey pressed steel wheels, plated finish. Price, £360, f.o.b., London. [147,1152,272,1197]
paragraph: Pungarehu.—The new class room and alterations are completed. I recommend this being fixed if money is available out of the grant. [291,528,423,567]
paragraph: The secretary of the Stratford School Committee wrote asking that their protest against holding the teachers' camp just prior to the examination be forwarded to the Department. [291,1046,423,1095]
curtis-sub: SOLE AGENT FOR ABOVE CARS for STRATFORD AND DISTRICT. [27,1246,261,1255]
scalp-headline-2: HAIR CAME OUT [724,45,816,80]
stylish-2: High-grade Fabric [840,1136,943,1150]
professional-cards [8,1268,280,1317]
goods-list [710,661,830,831]
